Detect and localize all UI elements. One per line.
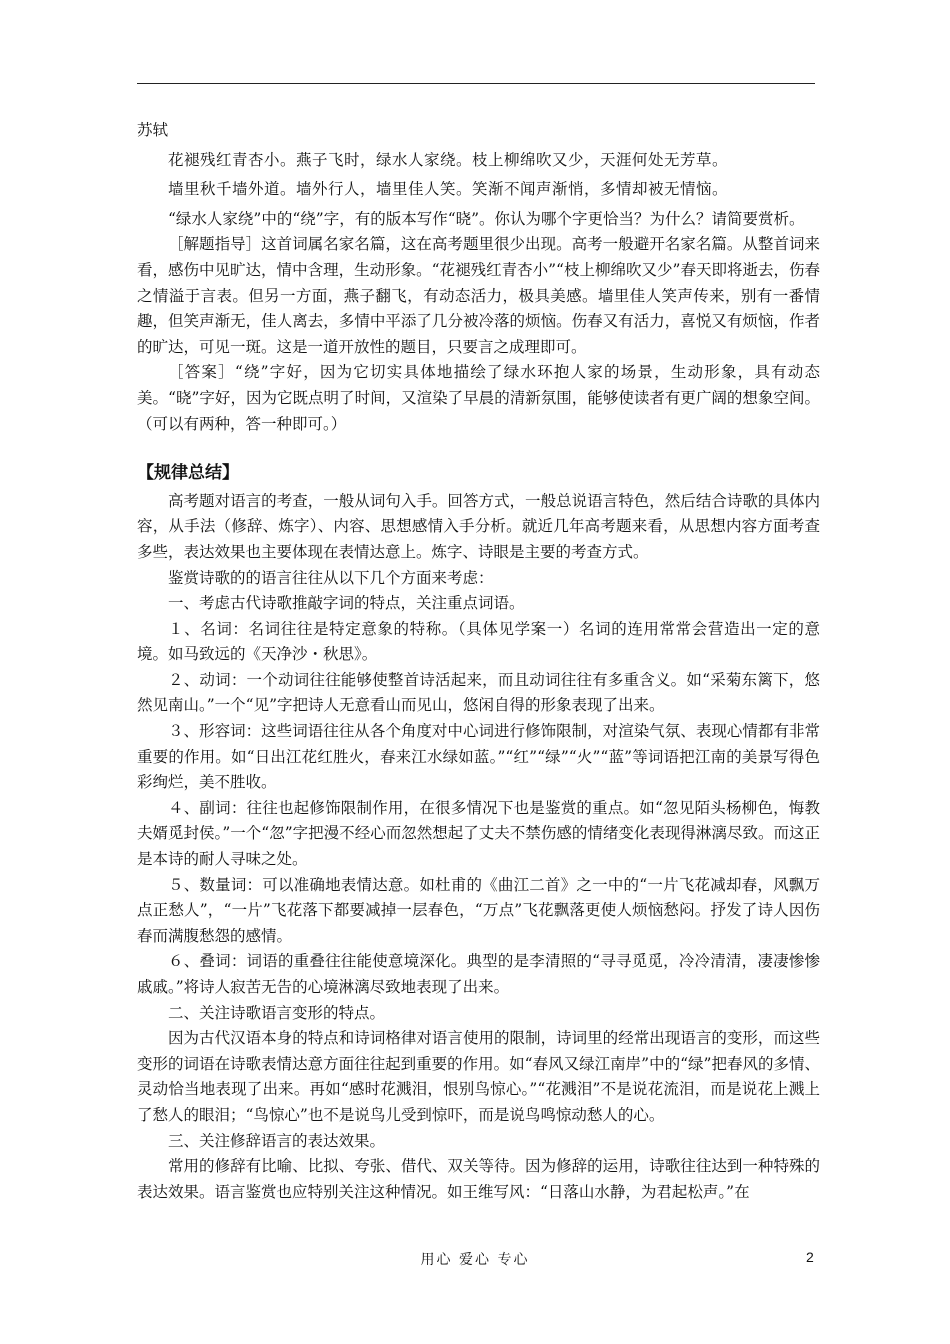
paragraph: 鉴赏诗歌的的语言往往从以下几个方面来考虑： [168,568,494,587]
paragraph: ６、叠词：词语的重叠往往能使意境深化。典型的是李清照的“寻寻觅觅，冷冷清清，凄凄惨惨戚戚。”将诗人寂苦无告的心境淋漓尽致地表现了出来。 [137,952,820,996]
paragraph: 三、关注修辞语言的表达效果。 [168,1131,386,1150]
section-title: 【规律总结】 [137,463,239,484]
section-gap [137,437,820,461]
paragraph: ３、形容词：这些词语往往从各个角度对中心词进行修饰限制，对渲染气氛、表现心情都有非常重要的作用。如“日出江花红胜火，春来江水绿如蓝。”“红”“绿”“火”“蓝”等词语把江南的美景写得色彩绚烂，美不胜收。 [137,722,820,792]
paragraph: ５、数量词：可以准确地表情达意。如杜甫的《曲江二首》之一中的“一片飞花减却春，风飘万点正愁人”，“一片”飞花落下都要减掉一层春色，“万点”飞花飘落更使人烦恼愁闷。抒发了诗人因伤春而满腹愁怨的感情。 [137,875,820,945]
poem-line-1: 花褪残红青杏小。燕子飞时，绿水人家绕。枝上柳绵吹又少，天涯何处无芳草。 [168,150,729,169]
solution-guide: ［解题指导］这首词属名家名篇，这在高考题里很少出现。高考一般避开名家名篇。从整首词来看，感伤中见旷达，情中含理，生动形象。“花褪残红青杏小”“枝上柳绵吹又少”春天即将逝去，伤春之情溢于言表。但另一方面，燕子翻飞，有动态活力，极具美感。墙里佳人笑声传来，别有一番情趣，但笑声渐无，佳人离去，多情中平添了几分被冷落的烦恼。伤春又有活力，喜悦又有烦恼，作者的旷达，可见一斑。这是一道开放性的题目，只要言之成理即可。 [137,235,820,356]
paragraph: 高考题对语言的考查，一般从词句入手。回答方式，一般总说语言特色，然后结合诗歌的具体内容，从手法（修辞、炼字）、内容、思想感情入手分析。就近几年高考题来看，从思想内容方面考查多些，表达效果也主要体现在表情达意上。炼字、诗眼是主要的考查方式。 [137,491,820,561]
poem-author: 苏轼 [137,121,169,139]
question-text: “绿水人家绕”中的“绕”字，有的版本写作“晓”。你认为哪个字更恰当？为什么？请简要赏析。 [168,209,805,228]
page-body [137,118,820,1205]
paragraph: 一、考虑古代诗歌推敲字词的特点，关注重点词语。 [168,594,525,613]
paragraph: 二、关注诗歌语言变形的特点。 [168,1003,386,1022]
answer-text: ［答案］“绕”字好，因为它切实具体地描绘了绿水环抱人家的场景，生动形象，具有动态美。“晓”字好，因为它既点明了时间，又渲染了早晨的清新氛围，能够使读者有更广阔的想象空间。（可以有两种，答一种即可。） [137,363,820,433]
footer-text: 用心 爱心 专心 [420,1252,530,1268]
header-rule [137,83,815,84]
paragraph: ４、副词：往往也起修饰限制作用，在很多情况下也是鉴赏的重点。如“忽见陌头杨柳色，悔教夫婿觅封侯。”一个“忽”字把漫不经心而忽然想起了丈夫不禁伤感的情绪变化表现得淋漓尽致。而这正是本诗的耐人寻味之处。 [137,798,820,869]
page-number: 2 [806,1249,814,1265]
poem-line-2: 墙里秋千墙外道。墙外行人，墙里佳人笑。笑渐不闻声渐悄，多情却被无情恼。 [168,180,729,199]
paragraph: ２、动词：一个动词往往能够使整首诗活起来，而且动词往往有多重含义。如“采菊东篱下，悠然见南山。”一个“见”字把诗人无意看山而见山，悠闲自得的形象表现了出来。 [137,670,820,715]
paragraph: 常用的修辞有比喻、比拟、夸张、借代、双关等待。因为修辞的运用，诗歌往往达到一种特殊的表达效果。语言鉴赏也应特别关注这种情况。如王维写风：“日落山水静，为君起松声。”在 [137,1157,820,1201]
paragraph: 因为古代汉语本身的特点和诗词格律对语言使用的限制，诗词里的经常出现语言的变形，而这些变形的词语在诗歌表情达意方面往往起到重要的作用。如“春风又绿江南岸”中的“绿”把春风的多情、灵动恰当地表现了出来。再如“感时花溅泪，恨别鸟惊心。”“花溅泪”不是说花流泪，而是说花上溅上了愁人的眼泪；“鸟惊心”也不是说鸟儿受到惊吓，而是说鸟鸣惊动愁人的心。 [137,1029,820,1124]
paragraph: １、名词：名词往往是特定意象的特称。（具体见学案一）名词的连用常常会营造出一定的意境。如马致远的《天净沙・秋思》。 [137,619,820,664]
